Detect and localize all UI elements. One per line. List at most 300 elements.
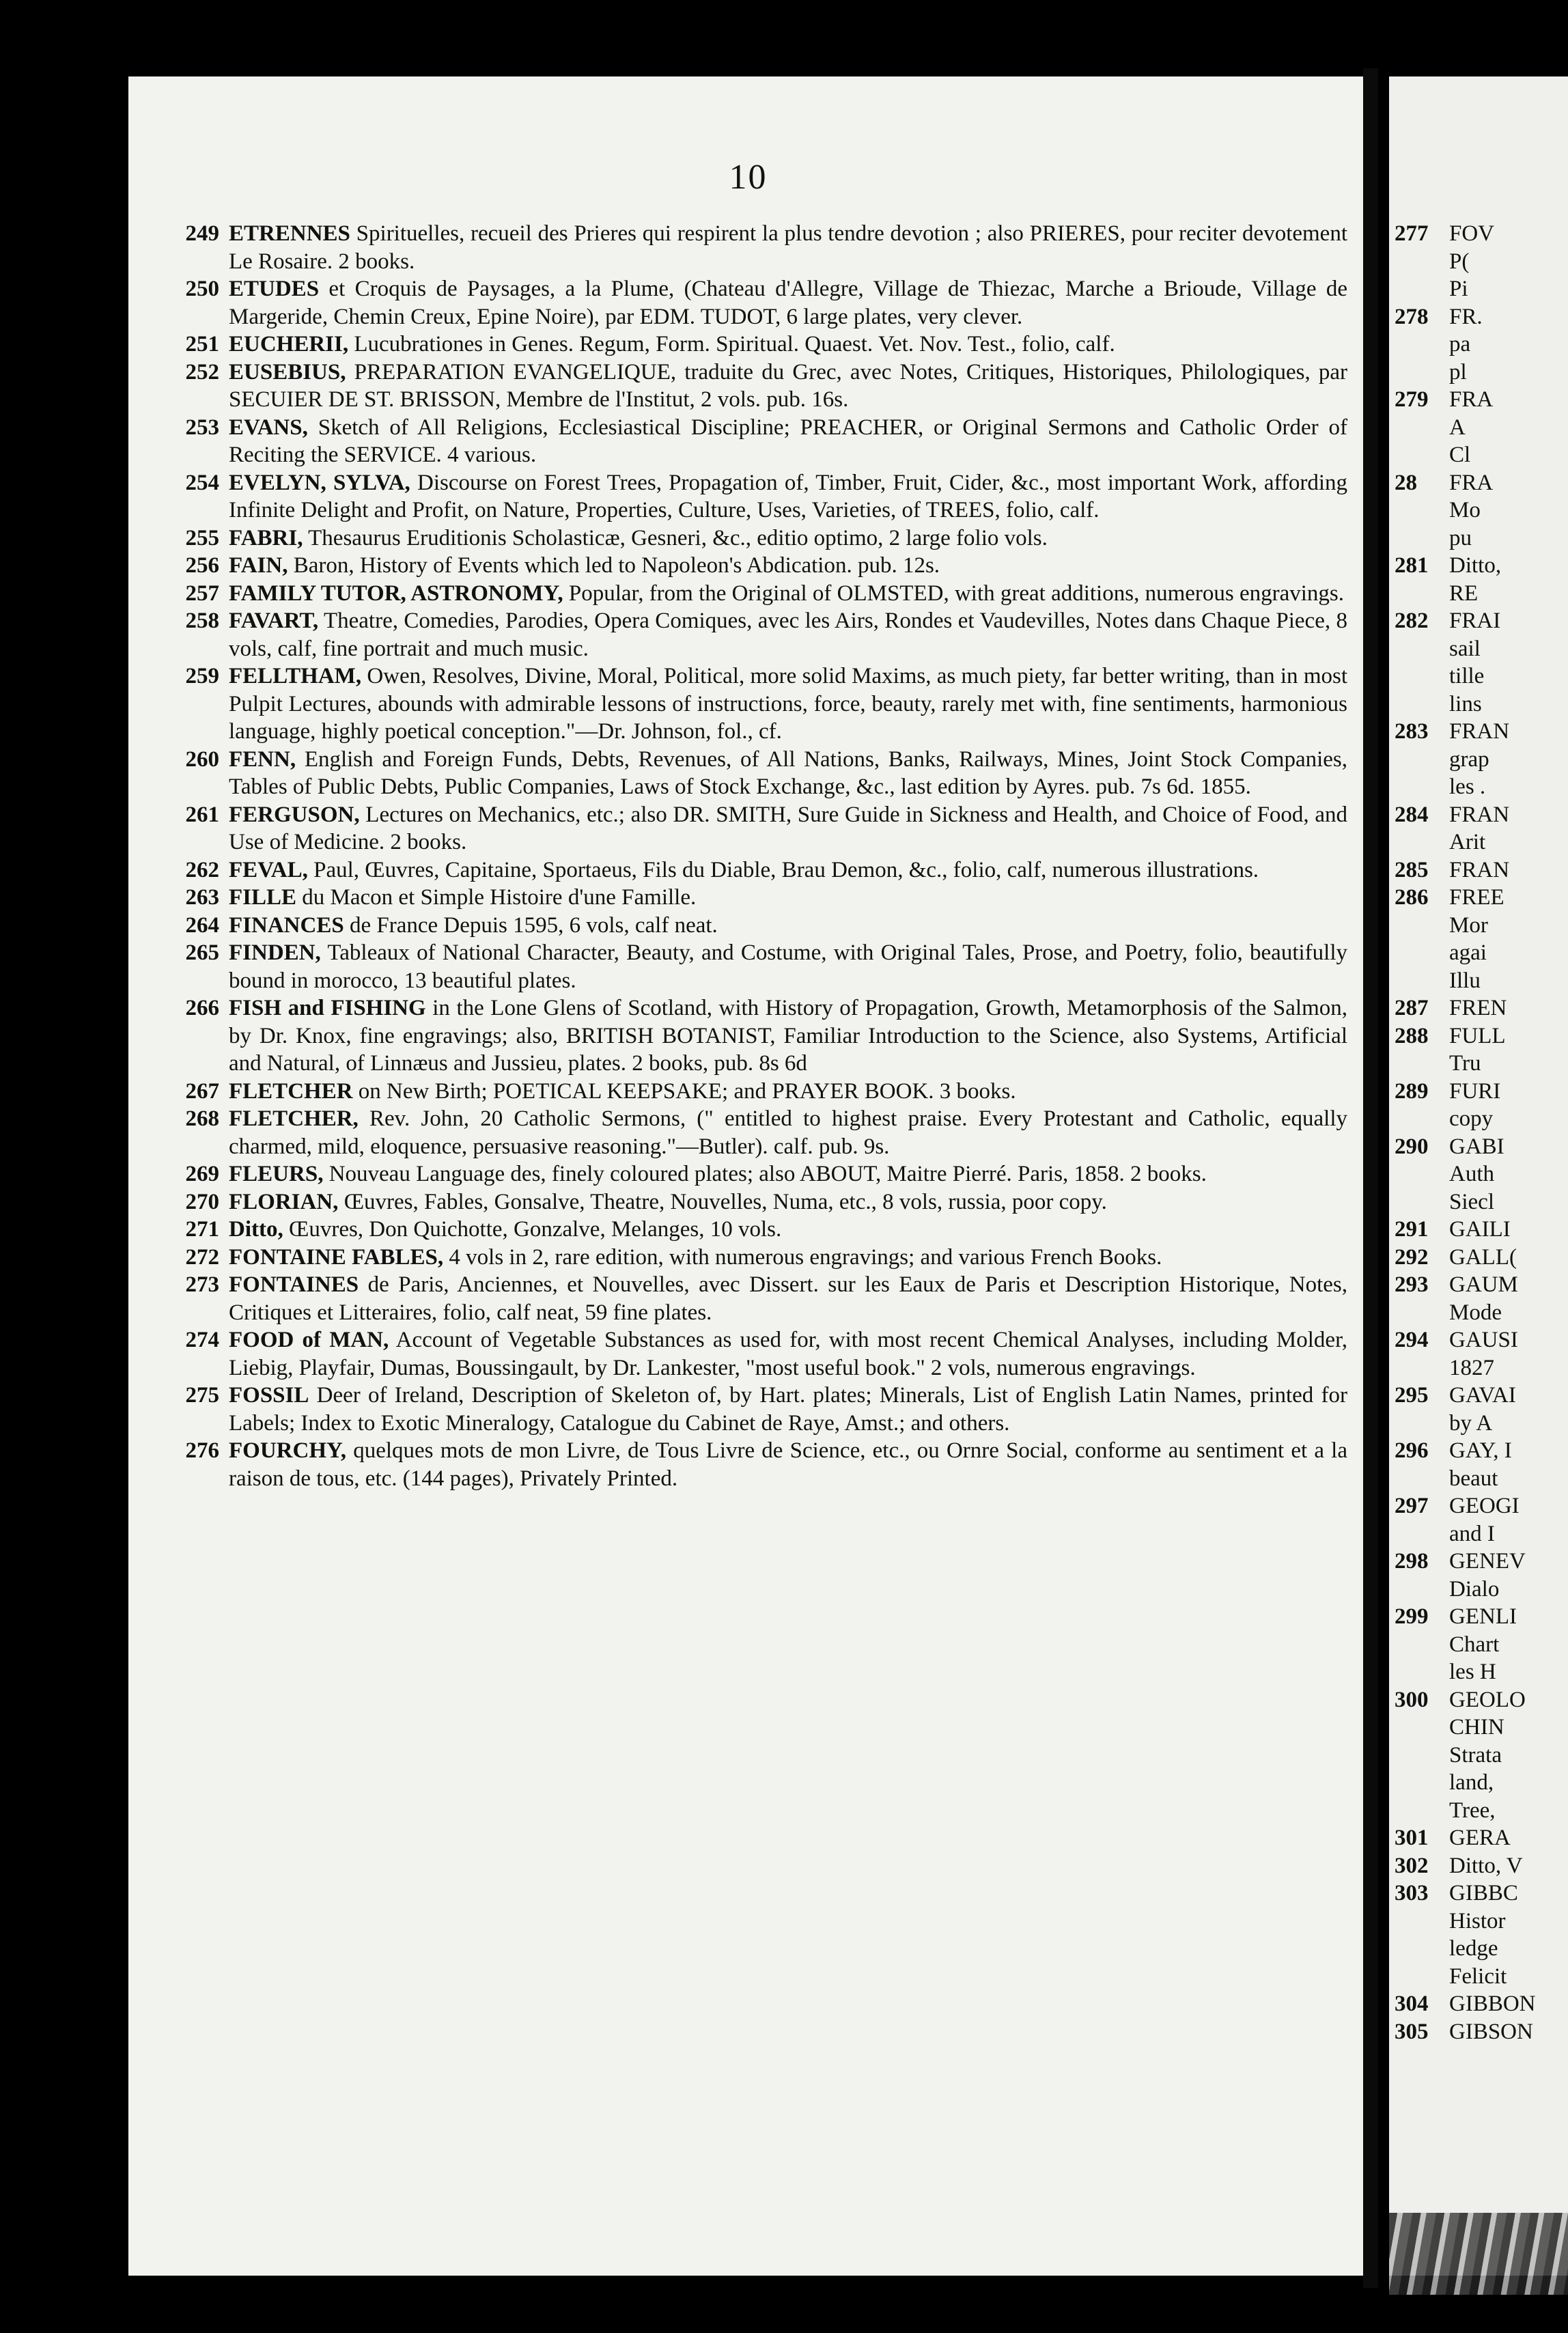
- facing-entry-text: agai: [1449, 940, 1487, 965]
- facing-entry-number: 289: [1395, 1078, 1429, 1104]
- facing-page-line: [1389, 1714, 1568, 1742]
- facing-page-line: [1389, 1382, 1568, 1410]
- entry-description: Nouveau Language des, finely coloured plates; also ABOUT, Maitre Pierré. Paris, 1858. 2 books.: [328, 1162, 1207, 1186]
- facing-entry-text: GAY, I: [1449, 1438, 1512, 1463]
- facing-entry-text: sail: [1449, 636, 1481, 661]
- facing-entry-text: GIBSON: [1449, 2019, 1533, 2044]
- entry-description: du Macon et Simple Histoire d'une Famille.: [302, 885, 697, 910]
- facing-entry-number: 296: [1395, 1438, 1429, 1463]
- entry-description: Sketch of All Religions, Ecclesiastical Discipline; PREACHER, or Original Sermons and Catholic Order of Reciting the SERVICE. 4 various.: [229, 415, 1348, 467]
- facing-page-line: [1389, 1631, 1568, 1659]
- facing-entry-text: FREN: [1449, 996, 1507, 1020]
- facing-page-line: [1389, 331, 1568, 359]
- entry-heading: FONTAINE FABLES,: [229, 1244, 444, 1270]
- entry-description: et Croquis de Paysages, a la Plume, (Chateau d'Allegre, Village de Thiezac, Marche a Brioude, Village de Margeride, Chemin Creux, Epine Noire), par EDM. TUDOT, 6 large plates, very clever.: [229, 277, 1347, 329]
- entry-number: 266: [185, 996, 219, 1020]
- entry-body: [229, 884, 1347, 912]
- catalogue-entry: [159, 331, 1347, 359]
- entry-heading: FAIN,: [229, 553, 288, 578]
- facing-page-line: [1389, 220, 1568, 248]
- page-edge-shadow: [1389, 2213, 1568, 2295]
- catalogue-entry: [159, 275, 1347, 331]
- entry-number: 253: [185, 415, 219, 440]
- facing-entry-text: Felicit: [1449, 1964, 1507, 1989]
- entry-body: [229, 662, 1347, 746]
- entry-description: Rev. John, 20 Catholic Sermons, (" entitled to highest praise. Every Protestant and Catholic, equally charmed, mild, eloquence, persuasive reasoning."—Butler). calf. pub. 9s.: [229, 1106, 1348, 1159]
- entry-number: 251: [185, 332, 219, 357]
- catalogue-entry: [159, 1244, 1347, 1272]
- entry-body: [229, 746, 1347, 801]
- facing-entry-text: FURI: [1449, 1078, 1501, 1104]
- facing-page-entries: [1389, 220, 1568, 2045]
- facing-page-line: [1389, 1105, 1568, 1133]
- entry-heading: EUCHERII,: [229, 332, 349, 357]
- facing-entry-text: GEOLO: [1449, 1687, 1526, 1712]
- facing-page-line: [1389, 1437, 1568, 1465]
- entry-body: [229, 1382, 1347, 1437]
- entry-number: 252: [185, 359, 219, 385]
- facing-page-line: [1389, 1935, 1568, 1963]
- entry-number: 273: [185, 1272, 219, 1297]
- entry-number: 249: [185, 221, 219, 246]
- entry-description: PREPARATION EVANGELIQUE, traduite du Grec, avec Notes, Critiques, Historiques, Philologiques, par SECUIER DE ST. BRISSON, Membre de l'Institut, 2 vols. pub. 16s.: [229, 359, 1347, 412]
- facing-page-line: [1389, 1742, 1568, 1770]
- facing-entry-text: GAVAI: [1449, 1383, 1516, 1408]
- facing-entry-number: 294: [1395, 1328, 1429, 1352]
- catalogue-entry: [159, 662, 1347, 746]
- entry-description: Paul, Œuvres, Capitaine, Sportaeus, Fils du Diable, Brau Demon, &c., folio, calf, numerous illustrations.: [313, 857, 1259, 882]
- entry-body: [229, 1271, 1347, 1326]
- facing-page-line: [1389, 497, 1568, 525]
- entry-heading: FISH and FISHING: [229, 996, 426, 1020]
- entry-body: [229, 1244, 1347, 1272]
- entry-heading: FERGUSON,: [229, 802, 360, 827]
- entry-description: de France Depuis 1595, 6 vols, calf neat.: [349, 912, 718, 938]
- facing-page-line: [1389, 801, 1568, 829]
- entry-description: Popular, from the Original of OLMSTED, with great additions, numerous engravings.: [568, 581, 1345, 606]
- entry-body: [229, 994, 1347, 1078]
- facing-page-line: [1389, 967, 1568, 995]
- catalogue-entry: [159, 1382, 1347, 1437]
- entry-number: 267: [185, 1078, 219, 1104]
- facing-page-line: [1389, 359, 1568, 387]
- facing-entry-text: les H: [1449, 1660, 1496, 1684]
- entry-number: 261: [185, 802, 219, 827]
- catalogue-entry: [159, 939, 1347, 994]
- facing-page-line: [1389, 552, 1568, 580]
- entry-description: Lucubrationes in Genes. Regum, Form. Spiritual. Quaest. Vet. Nov. Test., folio, calf.: [354, 332, 1115, 357]
- entry-heading: EVANS,: [229, 415, 308, 440]
- facing-entry-text: Tree,: [1449, 1798, 1496, 1823]
- entry-description: Spirituelles, recueil des Prieres qui respirent la plus tendre devotion ; also PRIERES, pour reciter devotement Le Rosaire. 2 books.: [229, 221, 1347, 274]
- facing-entry-text: FRAN: [1449, 857, 1510, 882]
- facing-entry-text: GERA: [1449, 1826, 1511, 1850]
- facing-page-line: [1389, 1410, 1568, 1438]
- facing-page-line: [1389, 1797, 1568, 1825]
- catalogue-entry: [159, 1437, 1347, 1492]
- entry-number: 274: [185, 1328, 219, 1352]
- entry-body: [229, 1078, 1347, 1106]
- facing-entry-text: and I: [1449, 1521, 1495, 1546]
- facing-entry-text: ledge: [1449, 1936, 1498, 1961]
- facing-entry-text: GAUM: [1449, 1272, 1518, 1297]
- facing-page-line: [1389, 884, 1568, 912]
- entry-heading: FLETCHER,: [229, 1106, 359, 1131]
- facing-entry-text: RE: [1449, 581, 1479, 606]
- facing-entry-number: 303: [1395, 1881, 1429, 1905]
- entry-number: 262: [185, 857, 219, 882]
- entry-description: in the Lone Glens of Scotland, with History of Propagation, Growth, Metamorphosis of the Salmon, by Dr. Knox, fine engravings; also, BRITISH BOTANIST, Familiar Introduction to the Science, also Systems, Artificial and Natural, of Linnæus and Jussieu, plates. 2 books, pub. 8s 6d: [229, 996, 1347, 1076]
- facing-entry-text: FRAI: [1449, 609, 1501, 633]
- entry-heading: FILLE: [229, 885, 297, 910]
- facing-page-line: [1389, 1658, 1568, 1686]
- entry-number: 260: [185, 746, 219, 772]
- facing-page-line: [1389, 994, 1568, 1022]
- facing-entry-text: FOV: [1449, 221, 1495, 246]
- entry-body: [229, 912, 1347, 940]
- entry-heading: FAMILY TUTOR, ASTRONOMY,: [229, 581, 563, 606]
- facing-page-line: [1389, 469, 1568, 497]
- entry-number: 270: [185, 1189, 219, 1214]
- facing-entry-text: Illu: [1449, 968, 1481, 993]
- entry-heading: FOSSIL: [229, 1383, 309, 1408]
- facing-entry-number: 300: [1395, 1687, 1429, 1712]
- facing-page-line: [1389, 303, 1568, 331]
- facing-entry-text: Ditto,: [1449, 553, 1502, 578]
- catalogue-entry: [159, 1216, 1347, 1244]
- facing-page-line: [1389, 1603, 1568, 1631]
- entry-body: [229, 552, 1347, 580]
- facing-entry-text: pa: [1449, 332, 1471, 357]
- entry-body: [229, 939, 1347, 994]
- entry-body: [229, 1437, 1347, 1492]
- facing-page-line: [1389, 1880, 1568, 1908]
- facing-entry-number: 287: [1395, 996, 1429, 1020]
- entry-body: [229, 607, 1347, 662]
- facing-entry-number: 291: [1395, 1217, 1429, 1242]
- facing-page-line: [1389, 2018, 1568, 2046]
- facing-page-line: [1389, 1908, 1568, 1936]
- facing-entry-text: GENLI: [1449, 1604, 1517, 1629]
- facing-page-line: [1389, 1852, 1568, 1880]
- entry-number: 256: [185, 553, 219, 578]
- facing-page-line: [1389, 1022, 1568, 1050]
- facing-page-line: [1389, 275, 1568, 303]
- entry-body: [229, 1216, 1347, 1244]
- facing-entry-number: 284: [1395, 802, 1429, 827]
- facing-page-line: [1389, 1133, 1568, 1161]
- facing-entry-text: land,: [1449, 1770, 1494, 1795]
- facing-page-line: [1389, 662, 1568, 690]
- entry-body: [229, 220, 1347, 275]
- facing-entry-text: Mode: [1449, 1300, 1502, 1325]
- entry-body: [229, 1326, 1347, 1382]
- entry-number: 275: [185, 1383, 219, 1408]
- facing-entry-number: 298: [1395, 1549, 1429, 1574]
- facing-entry-number: 288: [1395, 1023, 1429, 1048]
- facing-page-line: [1389, 248, 1568, 276]
- facing-page-line: [1389, 828, 1568, 856]
- entry-number: 265: [185, 940, 219, 965]
- catalogue-entry: [159, 1188, 1347, 1216]
- facing-entry-text: FRA: [1449, 470, 1494, 495]
- facing-entry-text: Arit: [1449, 830, 1486, 854]
- entry-body: [229, 414, 1347, 469]
- entry-description: Œuvres, Don Quichotte, Gonzalve, Melanges, 10 vols.: [288, 1217, 782, 1242]
- facing-page-line: [1389, 746, 1568, 774]
- entry-heading: FEVAL,: [229, 857, 308, 882]
- catalogue-entry: [159, 552, 1347, 580]
- facing-entry-number: 281: [1395, 553, 1429, 578]
- facing-entry-text: FULL: [1449, 1023, 1506, 1048]
- entry-description: 4 vols in 2, rare edition, with numerous engravings; and various French Books.: [449, 1244, 1162, 1270]
- facing-page-line: [1389, 580, 1568, 608]
- facing-page-line: [1389, 1326, 1568, 1354]
- catalogue-entry: [159, 1105, 1347, 1160]
- catalogue-entry: [159, 580, 1347, 608]
- facing-page-line: [1389, 939, 1568, 967]
- catalogue-entry: [159, 1160, 1347, 1188]
- entry-number: 257: [185, 581, 219, 606]
- entry-number: 254: [185, 470, 219, 495]
- catalogue-entry: [159, 994, 1347, 1078]
- entry-body: [229, 525, 1347, 553]
- facing-page-line: [1389, 1354, 1568, 1382]
- facing-page-line: [1389, 1769, 1568, 1797]
- entry-heading: FLEURS,: [229, 1162, 324, 1186]
- facing-page: [1389, 76, 1568, 2276]
- facing-entry-number: 299: [1395, 1604, 1429, 1629]
- facing-entry-text: Tru: [1449, 1051, 1481, 1076]
- entry-heading: EVELYN, SYLVA,: [229, 470, 410, 495]
- catalogue-entry: [159, 1271, 1347, 1326]
- facing-entry-text: Cl: [1449, 443, 1471, 467]
- facing-entry-number: 293: [1395, 1272, 1429, 1297]
- entry-number: 250: [185, 277, 219, 301]
- entry-description: Discourse on Forest Trees, Propagation of, Timber, Fruit, Cider, &c., most important Work, affording Infinite Delight and Profit, on Nature, Properties, Culture, Uses, Varieties, of TREES, folio, calf.: [229, 470, 1348, 522]
- catalogue-page: [128, 76, 1368, 2276]
- facing-entry-text: lins: [1449, 691, 1482, 716]
- facing-page-line: [1389, 1963, 1568, 1991]
- entry-description: Theatre, Comedies, Parodies, Opera Comiques, avec les Airs, Rondes et Vaudevilles, Notes dans Chaque Piece, 8 vols, calf, fine portrait and much music.: [229, 609, 1347, 661]
- entry-number: 263: [185, 885, 219, 910]
- facing-page-line: [1389, 607, 1568, 635]
- facing-entry-text: grap: [1449, 746, 1489, 772]
- facing-entry-number: 285: [1395, 857, 1429, 882]
- entry-heading: ETUDES: [229, 277, 320, 301]
- entry-description: Account of Vegetable Substances as used for, with most recent Chemical Analyses, including Molder, Liebig, Playfair, Dumas, Boussingault, by Dr. Lankester, "most useful book." 2 vols, numerous engravings.: [229, 1328, 1347, 1380]
- facing-page-line: [1389, 1520, 1568, 1548]
- entry-number: 258: [185, 609, 219, 633]
- entry-body: [229, 1105, 1347, 1160]
- facing-entry-number: 305: [1395, 2019, 1429, 2044]
- entry-number: 269: [185, 1162, 219, 1186]
- entry-heading: ETRENNES: [229, 221, 350, 246]
- entry-body: [229, 469, 1347, 525]
- facing-entry-text: tille: [1449, 664, 1485, 688]
- page-number: 10: [729, 158, 768, 197]
- entry-description: quelques mots de mon Livre, de Tous Livre de Science, etc., ou Ornre Social, conforme au sentiment et a la raison de tous, etc. (144 pages), Privately Printed.: [229, 1438, 1347, 1491]
- facing-entry-text: pl: [1449, 359, 1467, 385]
- facing-entry-text: Auth: [1449, 1162, 1494, 1186]
- entry-description: on New Birth; POETICAL KEEPSAKE; and PRAYER BOOK. 3 books.: [358, 1078, 1016, 1104]
- facing-entry-number: 283: [1395, 719, 1429, 744]
- entry-body: [229, 359, 1347, 414]
- facing-page-line: [1389, 1078, 1568, 1106]
- entry-number: 268: [185, 1106, 219, 1131]
- facing-page-line: [1389, 1548, 1568, 1576]
- entry-heading: FAVART,: [229, 609, 319, 633]
- facing-entry-number: 28: [1395, 470, 1417, 495]
- entry-body: [229, 331, 1347, 359]
- catalogue-entry: [159, 414, 1347, 469]
- entry-description: Baron, History of Events which led to Napoleon's Abdication. pub. 12s.: [293, 553, 940, 578]
- facing-page-line: [1389, 1050, 1568, 1078]
- entry-description: Thesaurus Eruditionis Scholasticæ, Gesneri, &c., editio optimo, 2 large folio vols.: [308, 525, 1048, 550]
- entry-body: [229, 1188, 1347, 1216]
- entry-heading: Ditto,: [229, 1217, 283, 1242]
- facing-page-line: [1389, 718, 1568, 746]
- entry-description: Deer of Ireland, Description of Skeleton of, by Hart. plates; Minerals, List of English Latin Names, printed for Labels; Index to Exotic Mineralogy, Catalogue du Cabinet de Raye, Amst.; and others.: [229, 1383, 1347, 1436]
- facing-entry-text: FRA: [1449, 387, 1494, 412]
- entry-body: [229, 1160, 1347, 1188]
- catalogue-entry: [159, 856, 1347, 884]
- facing-entry-text: FRAN: [1449, 719, 1510, 744]
- facing-page-line: [1389, 690, 1568, 718]
- facing-entry-number: 277: [1395, 221, 1429, 246]
- facing-entry-number: 295: [1395, 1383, 1429, 1408]
- facing-entry-number: 292: [1395, 1244, 1429, 1270]
- facing-entry-text: GENEV: [1449, 1549, 1526, 1574]
- facing-entry-text: GALL(: [1449, 1244, 1517, 1270]
- entry-heading: FELLTHAM,: [229, 664, 362, 688]
- facing-page-line: [1389, 1160, 1568, 1188]
- catalogue-entry: [159, 801, 1347, 856]
- facing-entry-text: GIBBON: [1449, 1992, 1536, 2016]
- facing-entry-text: GIBBC: [1449, 1881, 1518, 1905]
- catalogue-entry: [159, 525, 1347, 553]
- facing-page-line: [1389, 1492, 1568, 1520]
- facing-entry-text: Chart: [1449, 1632, 1500, 1657]
- page-gutter: [1363, 68, 1378, 2288]
- facing-entry-text: FREE: [1449, 885, 1504, 910]
- facing-entry-number: 278: [1395, 304, 1429, 329]
- catalogue-entry: [159, 469, 1347, 525]
- catalogue-entries: [159, 220, 1347, 1492]
- entry-heading: FOURCHY,: [229, 1438, 347, 1463]
- facing-entry-number: 282: [1395, 609, 1429, 633]
- catalogue-entry: [159, 220, 1347, 275]
- facing-entry-text: Mor: [1449, 912, 1488, 938]
- facing-page-line: [1389, 1216, 1568, 1244]
- facing-page-line: [1389, 856, 1568, 884]
- facing-page-line: [1389, 1244, 1568, 1272]
- facing-entry-text: pu: [1449, 525, 1472, 550]
- entry-heading: FLORIAN,: [229, 1189, 339, 1214]
- facing-page-line: [1389, 912, 1568, 940]
- entry-description: Owen, Resolves, Divine, Moral, Political, more solid Maxims, as much piety, far better writing, than in most Pulpit Lectures, abounds with admirable lessons of instructions, force, beauty, rarely met with, fine sentiments, harmonious language, highly poetical conception."—Dr. Johnson, fol., cf.: [229, 664, 1348, 744]
- facing-page-line: [1389, 525, 1568, 553]
- entry-number: 276: [185, 1438, 219, 1463]
- facing-page-line: [1389, 1824, 1568, 1852]
- facing-entry-text: les .: [1449, 774, 1486, 799]
- facing-entry-text: Pi: [1449, 277, 1468, 301]
- facing-page-line: [1389, 635, 1568, 663]
- entry-heading: FINDEN,: [229, 940, 321, 965]
- catalogue-entry: [159, 746, 1347, 801]
- facing-entry-text: Strata: [1449, 1742, 1502, 1768]
- facing-entry-text: Dialo: [1449, 1576, 1500, 1602]
- facing-entry-text: by A: [1449, 1410, 1493, 1436]
- facing-page-line: [1389, 1299, 1568, 1327]
- facing-entry-text: FR.: [1449, 304, 1483, 329]
- facing-entry-number: 279: [1395, 387, 1429, 412]
- facing-entry-text: 1827: [1449, 1355, 1494, 1380]
- entry-description: Lectures on Mechanics, etc.; also DR. SMITH, Sure Guide in Sickness and Health, and Choice of Food, and Use of Medicine. 2 books.: [229, 802, 1347, 854]
- facing-entry-text: GAUSI: [1449, 1328, 1518, 1352]
- entry-heading: EUSEBIUS,: [229, 359, 346, 385]
- entry-heading: FOOD of MAN,: [229, 1328, 389, 1352]
- facing-entry-text: copy: [1449, 1106, 1494, 1131]
- entry-heading: FLETCHER: [229, 1078, 353, 1104]
- catalogue-entry: [159, 884, 1347, 912]
- facing-page-line: [1389, 1188, 1568, 1216]
- entry-body: [229, 580, 1347, 608]
- facing-page-line: [1389, 773, 1568, 801]
- facing-page-line: [1389, 386, 1568, 414]
- entry-description: Œuvres, Fables, Gonsalve, Theatre, Nouvelles, Numa, etc., 8 vols, russia, poor copy.: [344, 1189, 1107, 1214]
- facing-page-line: [1389, 441, 1568, 469]
- facing-page-line: [1389, 1576, 1568, 1604]
- catalogue-entry: [159, 1078, 1347, 1106]
- entry-body: [229, 856, 1347, 884]
- facing-page-line: [1389, 414, 1568, 442]
- entry-description: English and Foreign Funds, Debts, Revenues, of All Nations, Banks, Railways, Mines, Joint Stock Companies, Tables of Public Debts, Public Companies, Laws of Stock Exchange, &c., last edition by Ayres. pub. 7s 6d. 1855.: [229, 746, 1348, 799]
- entry-heading: FINANCES: [229, 912, 344, 938]
- entry-number: 264: [185, 912, 219, 938]
- facing-page-line: [1389, 1686, 1568, 1714]
- facing-entry-text: P(: [1449, 249, 1470, 274]
- facing-page-line: [1389, 1990, 1568, 2018]
- facing-entry-text: Mo: [1449, 498, 1481, 522]
- catalogue-entry: [159, 607, 1347, 662]
- entry-heading: FONTAINES: [229, 1272, 359, 1297]
- facing-entry-text: beaut: [1449, 1466, 1498, 1491]
- facing-entry-number: 304: [1395, 1992, 1429, 2016]
- facing-entry-number: 290: [1395, 1134, 1429, 1159]
- facing-entry-text: GEOGI: [1449, 1494, 1520, 1518]
- entry-number: 272: [185, 1244, 219, 1270]
- facing-entry-text: CHIN: [1449, 1715, 1504, 1740]
- entry-number: 259: [185, 664, 219, 688]
- facing-page-line: [1389, 1465, 1568, 1493]
- facing-entry-text: Siecl: [1449, 1189, 1494, 1214]
- facing-page-line: [1389, 1271, 1568, 1299]
- facing-entry-text: Histor: [1449, 1908, 1506, 1933]
- facing-entry-number: 301: [1395, 1826, 1429, 1850]
- facing-entry-text: GAILI: [1449, 1217, 1511, 1242]
- catalogue-entry: [159, 1326, 1347, 1382]
- facing-entry-number: 286: [1395, 885, 1429, 910]
- entry-description: Tableaux of National Character, Beauty, and Costume, with Original Tales, Prose, and Poetry, folio, beautifully bound in morocco, 13 beautiful plates.: [229, 940, 1347, 993]
- facing-entry-text: FRAN: [1449, 802, 1510, 827]
- facing-entry-text: A: [1449, 415, 1466, 440]
- entry-heading: FABRI,: [229, 525, 303, 550]
- entry-body: [229, 801, 1347, 856]
- facing-entry-text: GABI: [1449, 1134, 1504, 1159]
- entry-number: 255: [185, 525, 219, 550]
- entry-description: de Paris, Anciennes, et Nouvelles, avec Dissert. sur les Eaux de Paris et Description Historique, Notes, Critiques et Litteraires, folio, calf neat, 59 fine plates.: [229, 1272, 1347, 1325]
